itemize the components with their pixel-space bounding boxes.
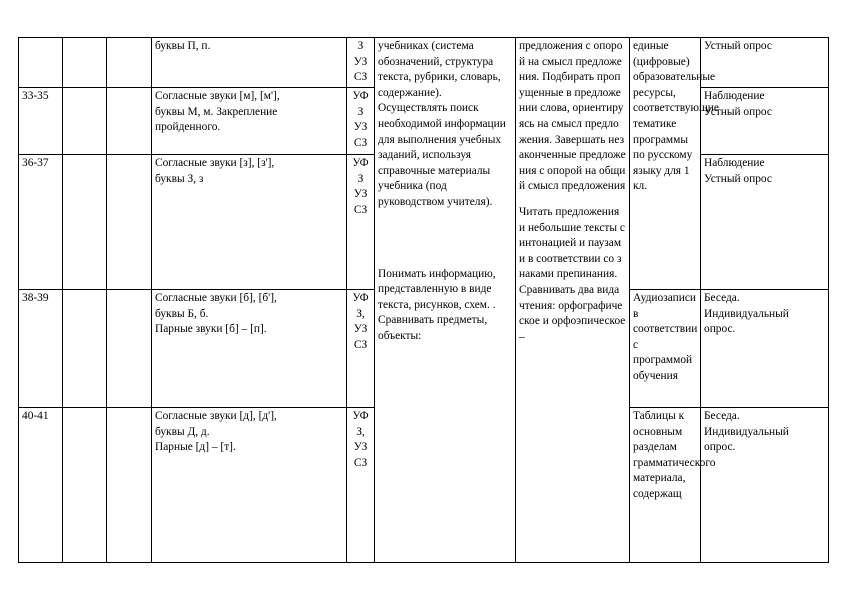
lesson-number: 36-37 xyxy=(19,155,63,290)
lesson-number xyxy=(19,38,63,88)
activities-text-2: Понимать информацию, представленную в виде текста, рисунков, схем. . Сравнивать предметы, объекты: xyxy=(378,267,496,342)
plan-date-cell xyxy=(63,38,107,88)
reading-activities xyxy=(516,38,630,563)
lesson-number: 40-41 xyxy=(19,408,63,563)
lesson-plan-table xyxy=(18,37,829,563)
lesson-type: УФ З УЗ СЗ xyxy=(347,155,375,290)
lesson-number: 33-35 xyxy=(19,88,63,155)
actual-date-cell xyxy=(107,290,152,408)
activities-text-1: учебниках (система обозначений, структура текста, рубрики, словарь, содержание). Осуществлять поиск необходимой информации для выполнения учебных заданий, используя справочные материалы учебника (под руководством учителя). xyxy=(378,40,506,208)
assessment-form: Устный опрос xyxy=(701,38,829,88)
lesson-type: УФ З, УЗ СЗ xyxy=(347,408,375,563)
lesson-topic: Согласные звуки [д], [д'], буквы Д, д. Парные [д] – [т]. xyxy=(152,408,347,563)
assessment-form: Наблюдение Устный опрос xyxy=(701,88,829,155)
table-row xyxy=(19,38,829,88)
reading-text-1: предложения с опорой на смысл предложения. Подбирать пропущенные в предложении слова, ориентируясь на смысл предложения. Завершать незаконченные предложения с опорой на общий смысл предложения xyxy=(519,40,626,193)
plan-date-cell xyxy=(63,408,107,563)
lesson-topic: буквы П, п. xyxy=(152,38,347,88)
assessment-form: Беседа. Индивидуальный опрос. xyxy=(701,408,829,563)
actual-date-cell xyxy=(107,88,152,155)
reading-text-2: Читать предложения и небольшие тексты с интонацией и паузами в соответствии со знаками препинания. Сравнивать два вида чтения: орфографическое и орфоэпическое – xyxy=(519,205,626,343)
lesson-topic: Согласные звуки [б], [б'], буквы Б, б. Парные звуки [б] – [п]. xyxy=(152,290,347,408)
resources-cell-3: Таблицы к основным разделам грамматического материала, содержащ xyxy=(630,408,701,563)
actual-date-cell xyxy=(107,155,152,290)
lesson-type: УФ З УЗ СЗ xyxy=(347,88,375,155)
lesson-topic: Согласные звуки [м], [м'], буквы М, м. Закрепление пройденного. xyxy=(152,88,347,155)
assessment-form: Беседа. Индивидуальный опрос. xyxy=(701,290,829,408)
plan-date-cell xyxy=(63,88,107,155)
lesson-type: УФ З, УЗ СЗ xyxy=(347,290,375,408)
actual-date-cell xyxy=(107,38,152,88)
resources-cell-2: Аудиозаписи в соответствии с программой обучения xyxy=(630,290,701,408)
resources-cell-1: единые (цифровые) образовательные ресурсы, соответствующие тематике программы по русскому языку для 1 кл. xyxy=(630,38,701,290)
lesson-type: З УЗ СЗ xyxy=(347,38,375,88)
assessment-form: Наблюдение Устный опрос xyxy=(701,155,829,290)
lesson-number: 38-39 xyxy=(19,290,63,408)
learning-activities xyxy=(375,38,516,563)
actual-date-cell xyxy=(107,408,152,563)
plan-date-cell xyxy=(63,155,107,290)
plan-date-cell xyxy=(63,290,107,408)
lesson-topic: Согласные звуки [з], [з'], буквы З, з xyxy=(152,155,347,290)
